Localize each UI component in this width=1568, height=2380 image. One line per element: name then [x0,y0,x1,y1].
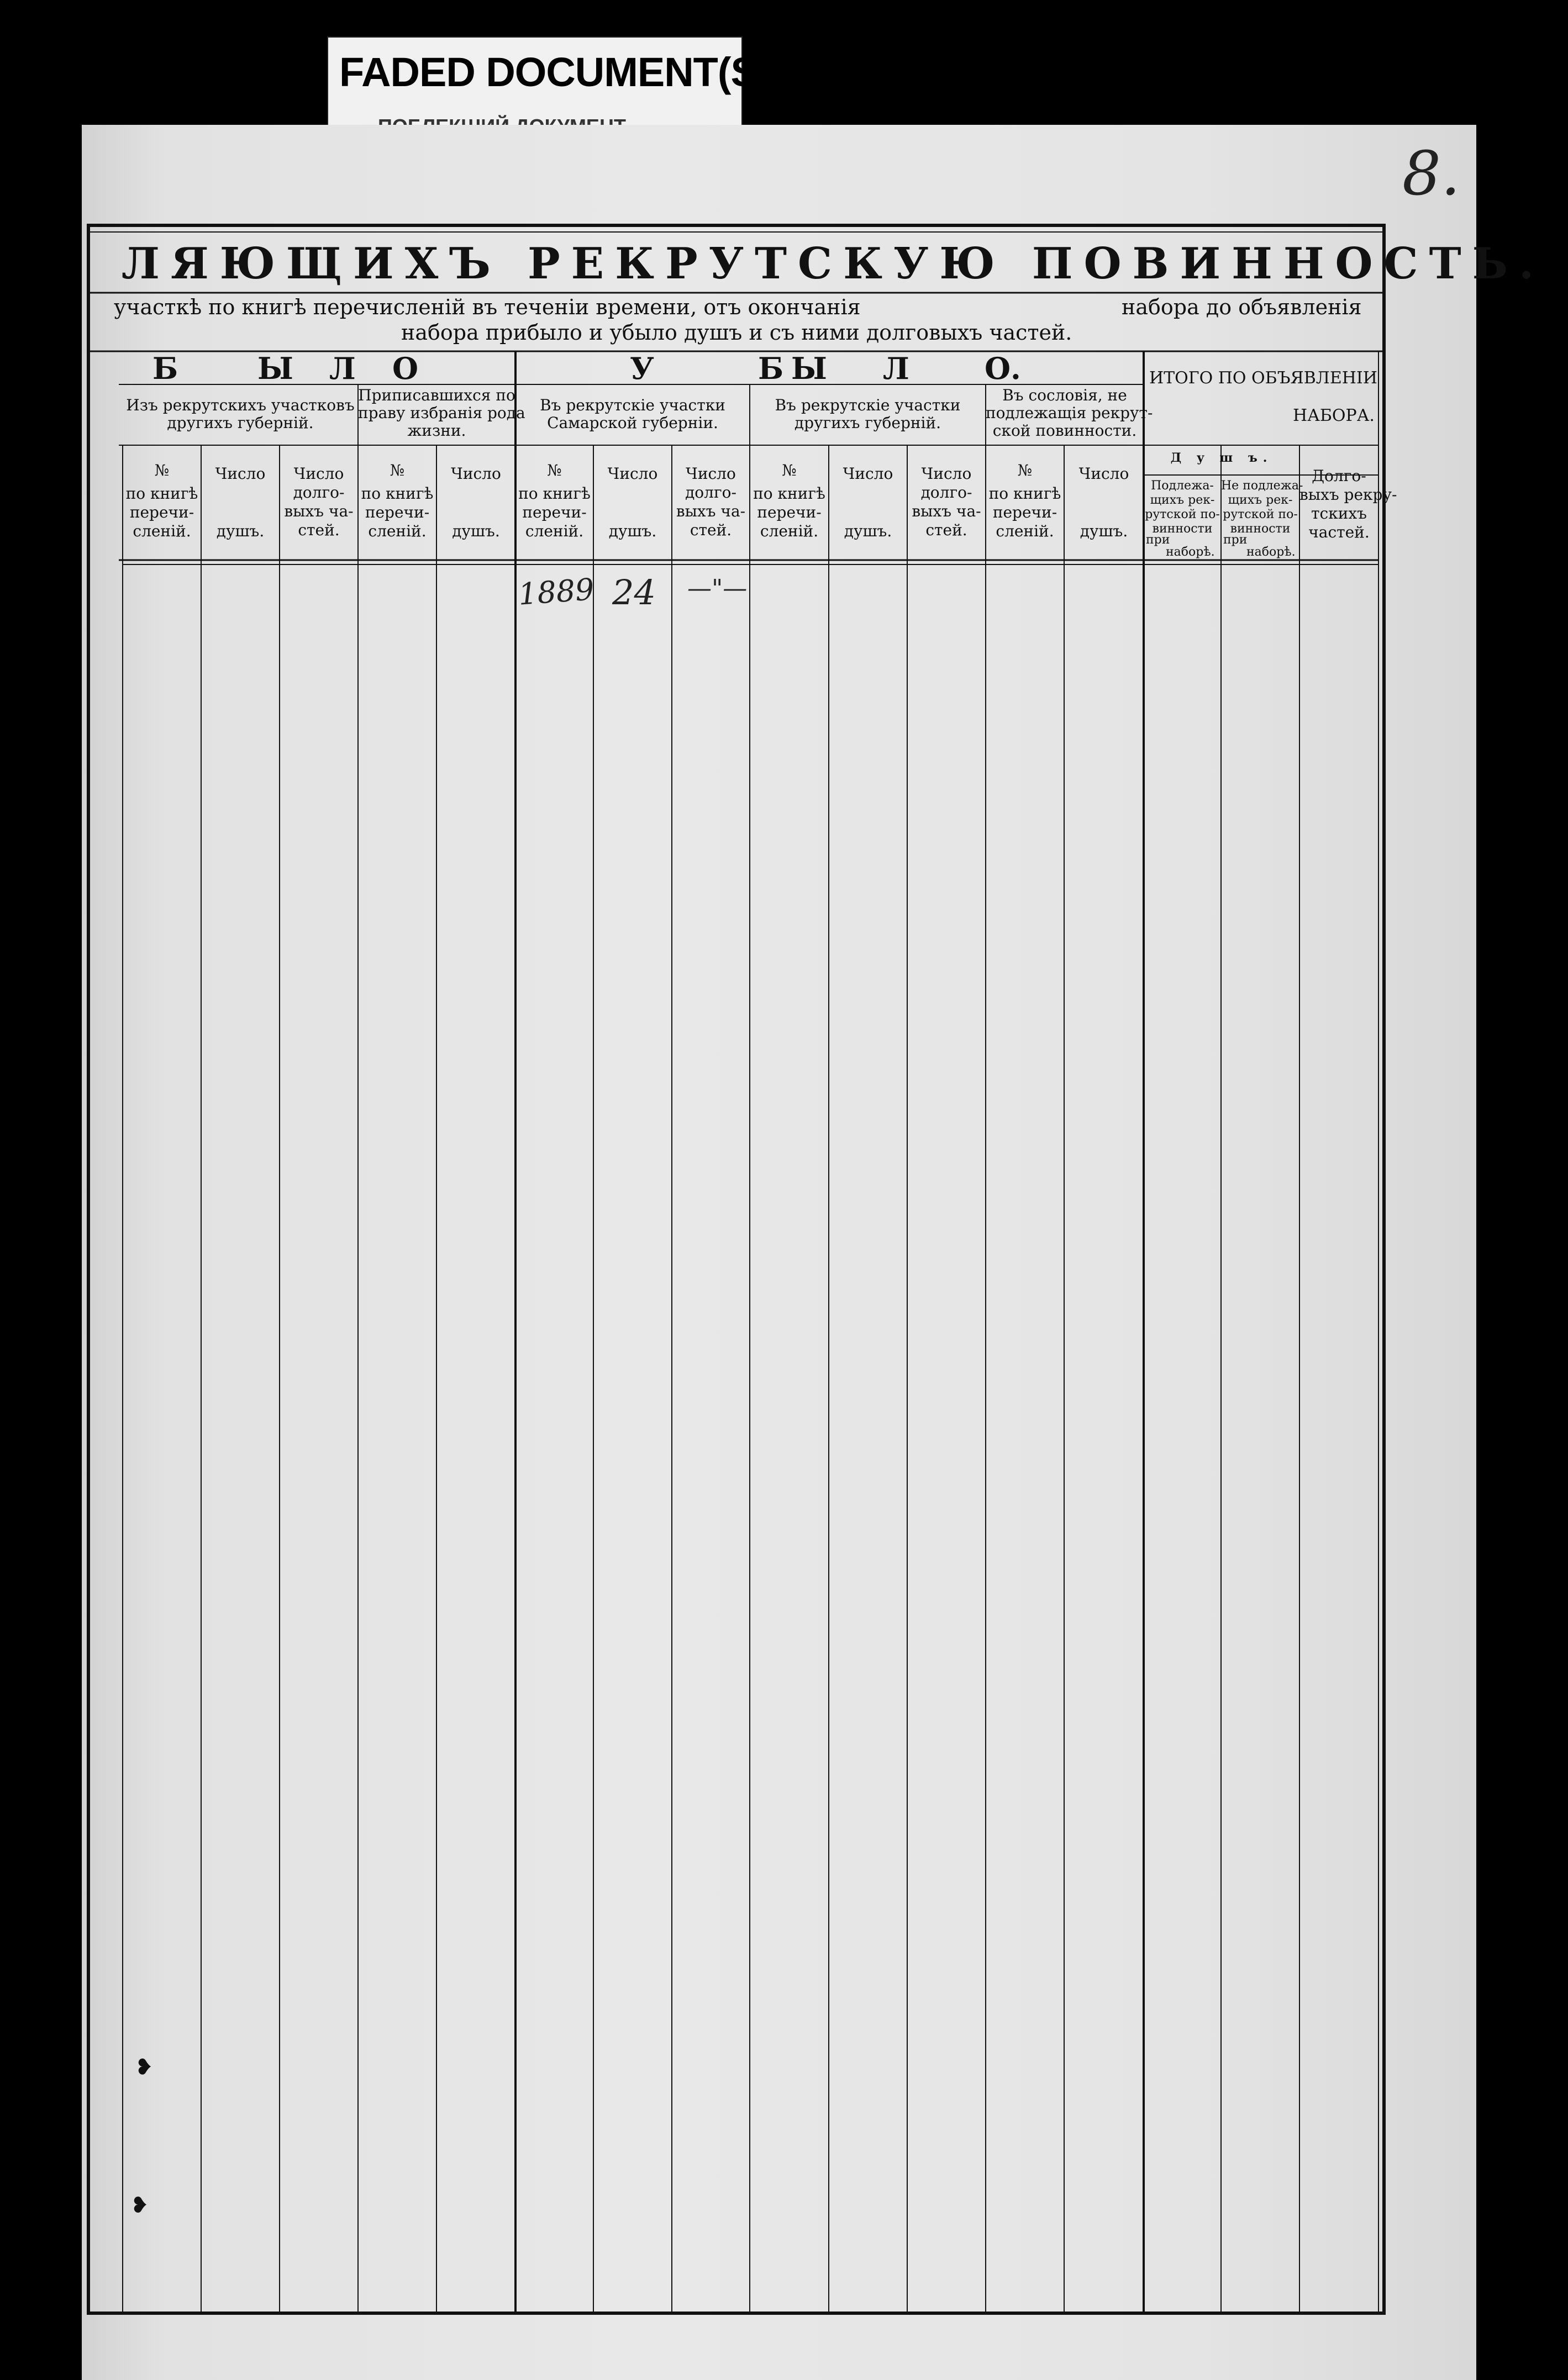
col-label: при [1223,533,1248,547]
col-label: долго- [685,483,736,502]
col-label: № [782,461,797,479]
col-label: душъ. [452,522,500,540]
col-label: долго- [293,483,345,502]
drugih-l1: Въ рекрутскіе участки [775,396,961,414]
iz-rekrut-l2: другихъ губерній. [167,414,314,432]
handwritten-entry-souls: 24 [612,572,656,613]
col-label: душъ. [608,522,657,540]
ink-mark: ❥ [130,2193,149,2218]
col-label: № [547,461,562,479]
col-label: при [1146,533,1170,547]
page-number: 8. [1402,138,1460,209]
col-label: щихъ рек- [1150,493,1215,507]
col-label: перечи- [757,503,822,521]
col-label: Число [1078,465,1129,483]
soslov-l3: ской повинности. [992,421,1137,440]
samar-l2: Самарской губерніи. [547,414,718,432]
soslov-l2: подлежащія рекрут- [986,404,1153,422]
col-label: долго- [920,483,972,502]
col-label: по книгѣ [518,484,591,503]
col-label: душъ. [216,522,265,540]
col-label: щихъ рек- [1228,493,1293,507]
col-label: по книгѣ [361,484,434,503]
col-label: стей. [298,521,340,539]
col-label: перечи- [992,503,1057,521]
col-label: Число [686,465,736,483]
col-label: Число [215,465,266,483]
col-label: винности [1152,522,1213,536]
ink-mark: ❥ [135,2055,154,2080]
col-label: по книгѣ [125,484,198,503]
col-label: стей. [690,521,732,539]
col-label: перечи- [129,503,194,521]
col-label: сленій. [368,522,427,540]
col-label: сленій. [133,522,191,540]
col-label: Число [921,465,972,483]
col-label: Число [451,465,501,483]
pripis-l2: праву избранія рода [358,404,525,422]
bylo-letter-4: О [392,351,419,386]
col-label: Число [607,465,658,483]
col-label: рутской по- [1223,508,1298,521]
soslov-l1: Въ сословія, не [1002,386,1127,404]
stamp-label: FADED DOCUMENT(S) [339,49,771,95]
col-label: № [1017,461,1033,479]
bylo-letter-1: Б [152,351,178,386]
col-label: душъ. [844,522,892,540]
col-label: наборѣ. [1166,545,1215,559]
bylo-letter-2: Ы [257,351,293,386]
ubylo-letter-2: Б [758,351,784,386]
subtitle-line2: набора прибыло и убыло душъ и съ ними долговыхъ частей. [401,320,1072,345]
col-label: перечи- [365,503,430,521]
pripis-l3: жизни. [407,421,466,440]
col-label: Не подлежа- [1221,479,1303,493]
col-label: выхъ ча- [912,502,981,520]
col-label: Число [293,465,344,483]
subtitle-line1-right: набора до объявленія [1122,295,1362,319]
itogo-title: ИТОГО ПО ОБЪЯВЛЕНІИ [1149,368,1377,388]
subtitle-line1-left: участкѣ по книгѣ перечисленій въ теченіи времени, отъ окончанія [114,295,861,319]
page-title: ЛЯЮЩИХЪ РЕКРУТСКУЮ ПОВИННОСТЬ. [122,239,1545,289]
col-label: сленій. [996,522,1054,540]
samar-l1: Въ рекрутскіе участки [540,396,725,414]
col-label: частей. [1308,523,1370,541]
col-label: № [390,461,405,479]
col-label: выхъ ча- [284,502,354,520]
col-label: Долго- [1312,467,1366,485]
col-label: перечи- [522,503,587,521]
col-label: наборѣ. [1246,545,1296,559]
itogo-subtitle: НАБОРА. [1293,406,1375,425]
col-label: тскихъ [1311,504,1367,523]
handwritten-entry-number: 1889 [517,572,596,612]
col-label: по книгѣ [753,484,825,503]
ubylo-letter-5: О. [985,351,1021,386]
handwritten-entry-debt: —"— [687,574,748,603]
bylo-letter-3: Л [329,351,356,386]
col-label: сленій. [525,522,584,540]
dush-subgroup: Д у ш ъ. [1170,451,1273,465]
col-label: Число [843,465,893,483]
ubylo-letter-3: Ы [791,351,827,386]
col-label: стей. [925,521,967,539]
col-label: Подлежа- [1151,479,1214,493]
col-label: выхъ рекру- [1299,486,1397,504]
ubylo-letter-1: У [630,351,654,386]
col-label: по книгѣ [988,484,1061,503]
col-label: рутской по- [1145,508,1220,521]
pripis-l1: Приписавшихся по [358,386,515,404]
ubylo-letter-4: Л [883,351,909,386]
col-label: № [154,461,170,479]
col-label: винности [1230,522,1291,536]
drugih-l2: другихъ губерній. [794,414,941,432]
col-label: душъ. [1080,522,1128,540]
iz-rekrut-l1: Изъ рекрутскихъ участковъ [126,396,355,414]
col-label: сленій. [760,522,819,540]
col-label: выхъ ча- [676,502,746,520]
